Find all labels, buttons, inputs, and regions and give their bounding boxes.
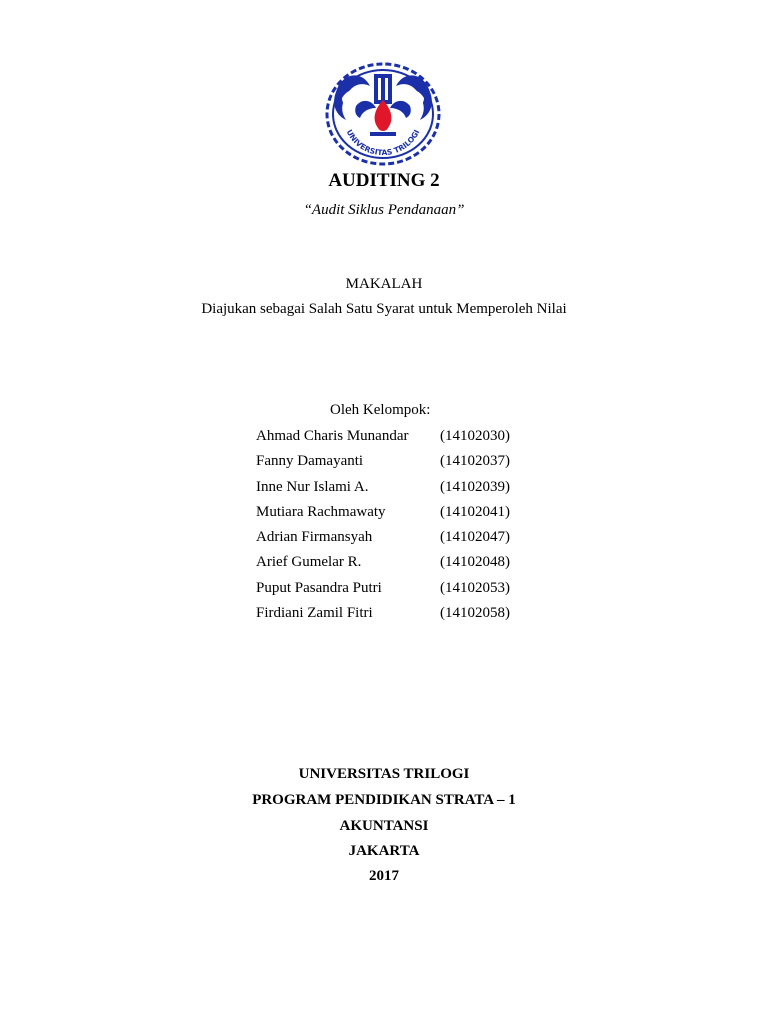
document-type: MAKALAH xyxy=(345,276,423,292)
member-id: (14102053) xyxy=(440,579,510,596)
footer-year: 2017 xyxy=(369,868,399,884)
member-id: (14102058) xyxy=(440,605,510,622)
footer-university: UNIVERSITAS TRILOGI xyxy=(298,766,470,782)
document-subtitle: “Audit Siklus Pendanaan” xyxy=(303,202,465,218)
document-purpose: Diajukan sebagai Salah Satu Syarat untuk Memperoleh Nilai xyxy=(201,301,567,317)
member-row xyxy=(256,605,556,630)
member-name: Mutiara Rachmawaty xyxy=(256,503,386,520)
footer-program: PROGRAM PENDIDIKAN STRATA – 1 xyxy=(252,792,516,808)
member-row xyxy=(256,453,556,478)
member-id: (14102039) xyxy=(440,478,510,495)
member-name: Puput Pasandra Putri xyxy=(256,579,382,596)
member-name: Adrian Firmansyah xyxy=(256,529,373,546)
footer-major: AKUNTANSI xyxy=(339,818,429,834)
member-id: (14102041) xyxy=(440,503,510,520)
member-row xyxy=(256,428,556,453)
member-row xyxy=(256,479,556,504)
member-id: (14102048) xyxy=(440,554,510,571)
member-list xyxy=(256,428,556,630)
university-seal-icon xyxy=(322,62,444,170)
member-name: Arief Gumelar R. xyxy=(256,554,362,571)
member-name: Inne Nur Islami A. xyxy=(256,478,369,495)
member-id: (14102037) xyxy=(440,453,510,470)
svg-text:UNIVERSITAS TRILOGI: UNIVERSITAS TRILOGI xyxy=(344,128,422,158)
member-name: Firdiani Zamil Fitri xyxy=(256,605,373,622)
member-row xyxy=(256,504,556,529)
member-row xyxy=(256,554,556,579)
document-title: AUDITING 2 xyxy=(328,170,440,191)
member-id: (14102047) xyxy=(440,529,510,546)
group-label: Oleh Kelompok: xyxy=(330,402,431,418)
footer-city: JAKARTA xyxy=(348,843,420,859)
member-name: Fanny Damayanti xyxy=(256,453,364,470)
member-id: (14102030) xyxy=(440,428,510,444)
member-row xyxy=(256,529,556,554)
member-row xyxy=(256,580,556,605)
member-name: Ahmad Charis Munandar xyxy=(256,428,409,444)
